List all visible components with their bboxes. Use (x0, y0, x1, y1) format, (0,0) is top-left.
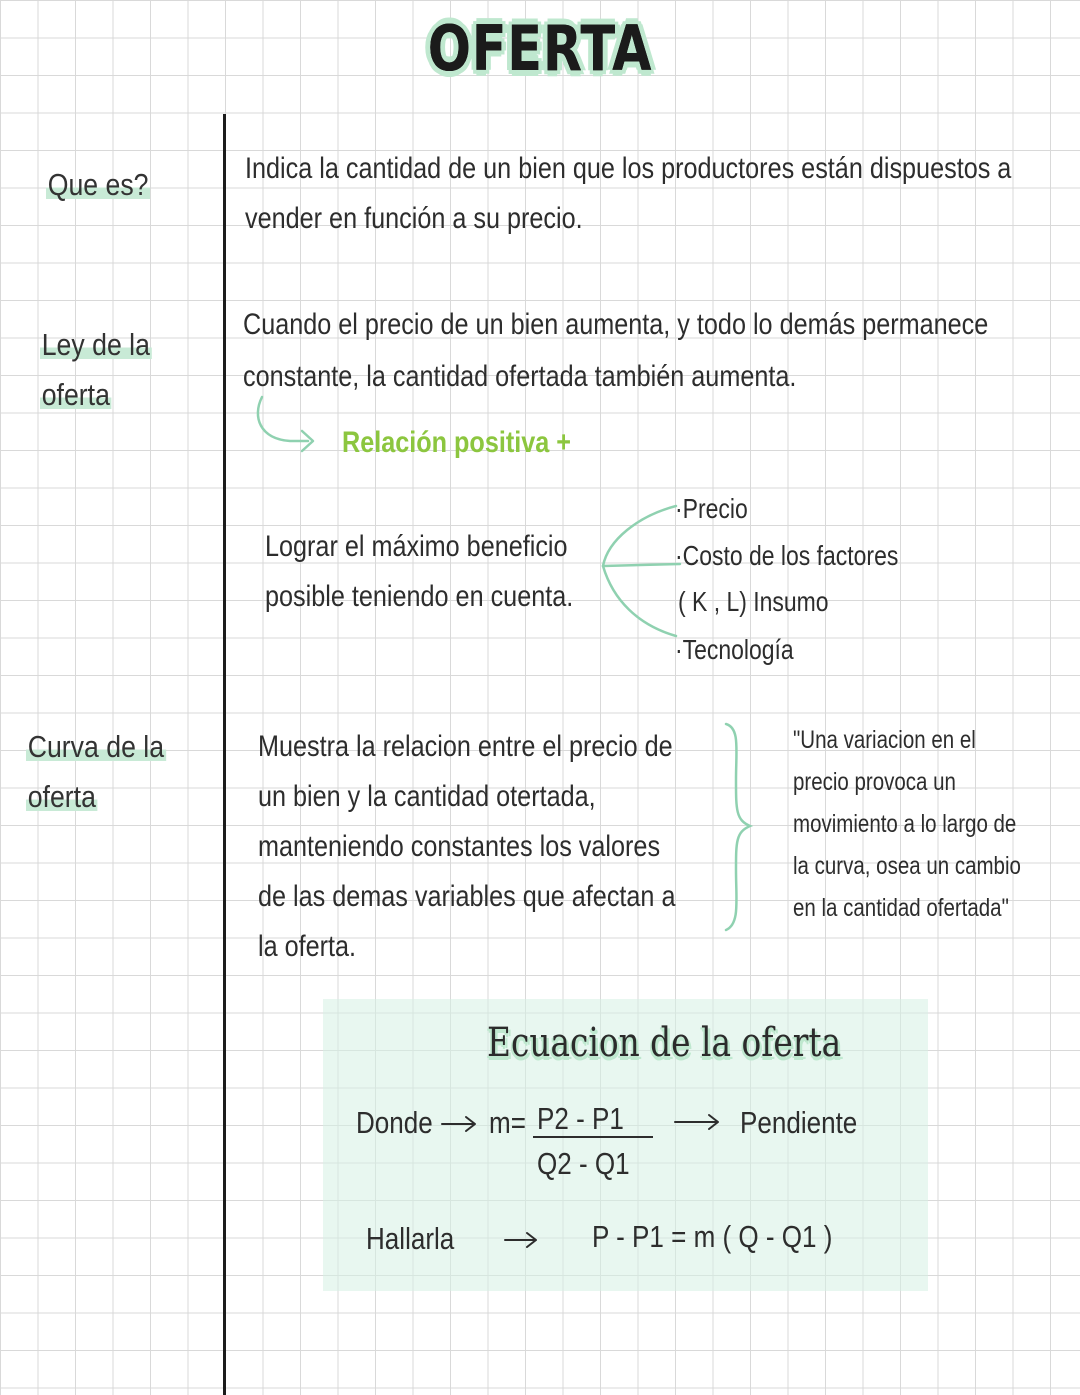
ley-line-1: Cuando el precio de un bien aumenta, y todo lo demás permanece (243, 308, 989, 341)
que-es-line-1: Indica la cantidad de un bien que los productores están dispuestos a (245, 152, 1012, 185)
label-curva-line-2: oferta (27, 779, 96, 814)
quote-line-4: la curva, osea un cambio (793, 852, 1021, 880)
label-ley-line-2: oferta (41, 377, 110, 412)
curva-line-3: manteniendo constantes los valores (258, 830, 661, 863)
factor-insumo: ( K , L) Insumo (678, 586, 829, 617)
hallarla-label: Hallarla (366, 1221, 455, 1256)
slope-denominator: Q2 - Q1 (537, 1146, 630, 1181)
pendiente-label: Pendiente (740, 1105, 858, 1140)
page-title: OFERTA (427, 12, 653, 85)
quote-line-2: precio provoca un (793, 768, 956, 796)
equation-title: Ecuacion de la oferta (487, 1020, 842, 1066)
arrow-right-icon (503, 1230, 543, 1250)
factor-tecnologia: ·Tecnología (675, 634, 794, 665)
label-que-es: Que es? (47, 167, 149, 202)
label-curva-line-1: Curva de la (27, 729, 165, 764)
m-equals: m= (489, 1105, 526, 1140)
goal-line-2: posible teniendo en cuenta. (265, 580, 574, 613)
margin-divider (223, 114, 226, 1395)
factor-precio: ·Precio (675, 493, 748, 524)
arrow-right-icon (440, 1114, 480, 1134)
label-ley-line-1: Ley de la (41, 327, 150, 362)
que-es-line-2: vender en función a su precio. (245, 202, 583, 235)
quote-line-3: movimiento a lo largo de (793, 810, 1017, 838)
quote-line-5: en la cantidad ofertada" (793, 894, 1009, 922)
ley-line-2: constante, la cantidad ofertada también aumenta. (243, 360, 797, 393)
point-slope-formula: P - P1 = m ( Q - Q1 ) (592, 1219, 833, 1254)
goal-line-1: Lograr el máximo beneficio (265, 530, 568, 563)
long-arrow-right-icon (673, 1112, 723, 1132)
curva-line-1: Muestra la relacion entre el precio de (258, 730, 673, 763)
curly-brace-icon (718, 720, 758, 935)
donde-label: Donde (356, 1105, 433, 1140)
slope-numerator: P2 - P1 (537, 1101, 624, 1136)
curva-line-2: un bien y la cantidad otertada, (258, 780, 596, 813)
curva-line-5: la oferta. (258, 930, 357, 963)
fraction-bar (533, 1136, 653, 1138)
curva-line-4: de las demas variables que afectan a (258, 880, 676, 913)
factor-costo: ·Costo de los factores (675, 540, 899, 571)
quote-line-1: "Una variacion en el (793, 726, 976, 754)
relation-positive: Relación positiva + (342, 426, 571, 459)
curved-arrow-icon (250, 395, 330, 465)
